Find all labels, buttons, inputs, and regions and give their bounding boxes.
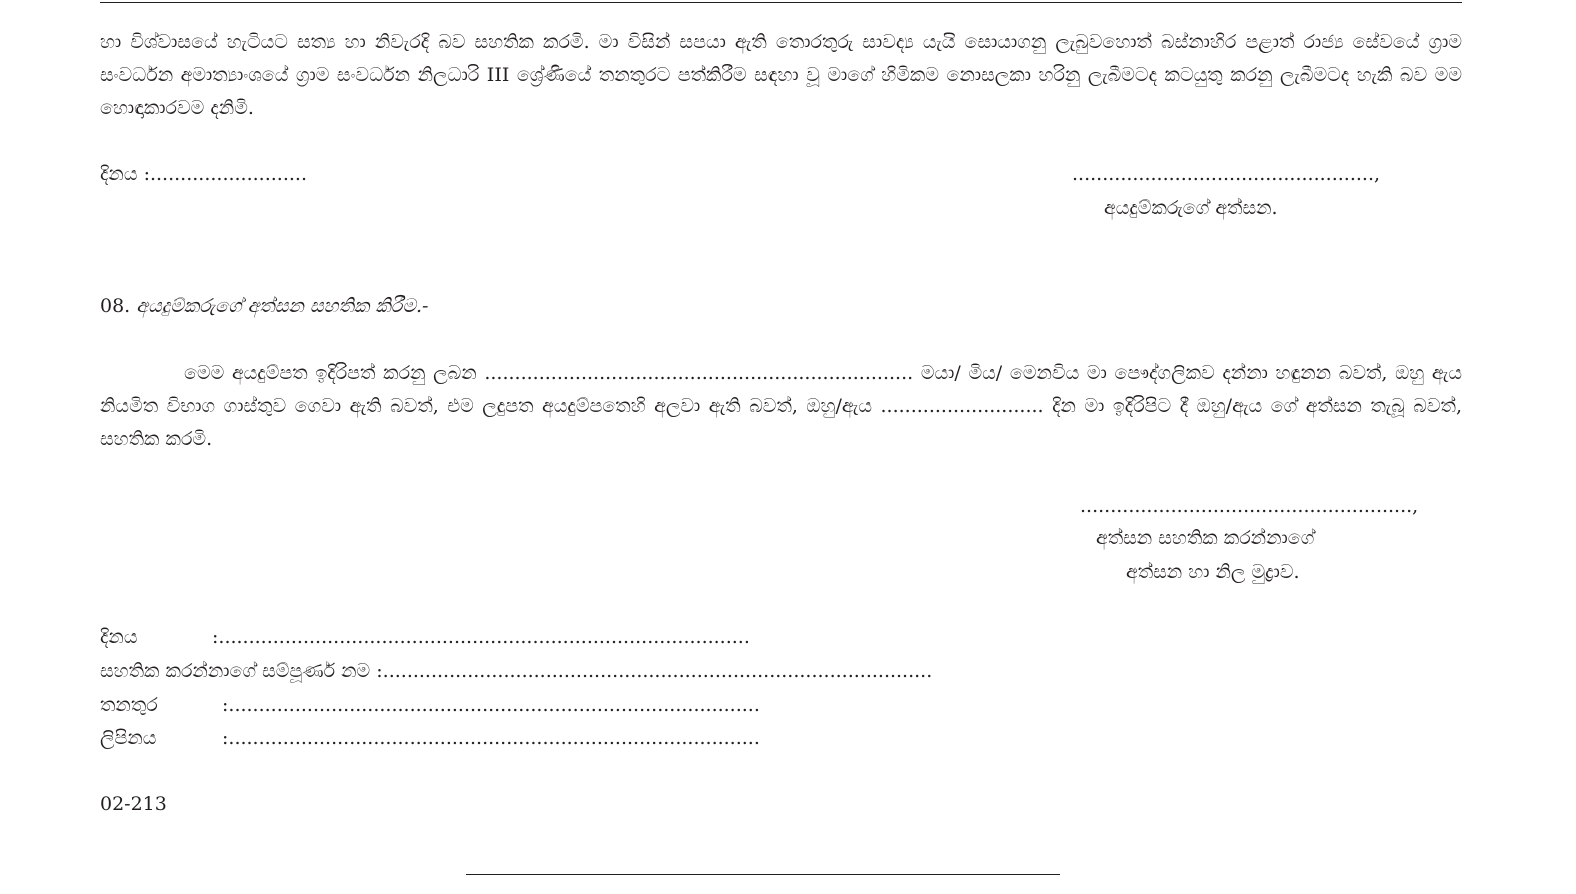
post-dots: :........................................................................................ — [222, 694, 760, 716]
applicant-date-field: දිනය :.......................... — [100, 163, 307, 185]
post-label: තනතුර — [100, 694, 158, 716]
top-divider — [100, 2, 1462, 3]
section-08-heading — [100, 292, 428, 320]
certification-paragraph: මෙම අයදුම්පත ඉදිරිපත් කරනු ලබන ....................................................................... මයා/ මිය/ මෙනවිය මා පෞද්ගලිකව දන්නා හඳුනන බවත්, ඔහු ඇය නියමිත විභාග ගාස්තුව ගෙවා ඇති බවත්, එම ලදුපත අයදුම්පතෙහි අලවා ඇති බවත්, ඔහු/ඇය ........................... දින මා ඉදිරිපිට දී ඔහු/ඇය ගේ අත්සන තැබූ බවත්, සහතික කරමි. — [100, 362, 1462, 450]
address-dots: :........................................................................................ — [222, 727, 760, 749]
date-dots: :........................................................................................ — [212, 626, 750, 648]
certifier-signature-line: ......................................................., — [1080, 495, 1419, 517]
section-title: අයදුම්කරුගේ අත්සන සහතික කිරීම.- — [136, 295, 429, 317]
bottom-divider — [466, 874, 1060, 875]
date-label: දිනය — [100, 626, 138, 648]
document-code: 02-213 — [100, 793, 167, 815]
section-number: 08. — [100, 295, 131, 317]
name-label: සහතික කරන්නාගේ සම්පූර්ණ නම : — [100, 660, 383, 682]
certifier-post-row — [100, 691, 760, 719]
certifier-caption-line2: අත්සන හා නිල මුද්‍රාව. — [1126, 561, 1300, 583]
certifier-caption-line1: අත්සන සහතික කරන්නාගේ — [1096, 527, 1315, 549]
certifier-address-row — [100, 724, 760, 752]
certifier-date-row — [100, 623, 750, 651]
applicant-signature-caption: අයදුම්කරුගේ අත්සන. — [1104, 197, 1278, 219]
address-label: ලිපිනය — [100, 727, 157, 749]
applicant-signature-line: .................................................., — [1072, 163, 1381, 185]
declaration-paragraph: හා විශ්වාසයේ හැටියට සත්‍ය හා නිවැරදි බව සහතික කරමි. මා විසින් සපයා ඇති තොරතුරු සාවද්‍ය යැයි සොයාගනු ලැබුවහොත් බස්නාහිර පළාත් රාජ්‍ය සේවයේ ග්‍රාම සංවර්ධන අමාත්‍යාංශයේ ග්‍රාම සංවර්ධන නිලධාරි III ශ්‍රේණියේ තනතුරට පත්කිරීම සඳහා වූ මාගේ හිමිකම නොසලකා හරිනු ලැබීමටද කටයුතු කරනු ලැබීමටද හැකි බව මම හොඳාකාරවම දනිමි. — [100, 31, 1462, 119]
name-dots: ........................................................................................... — [382, 660, 933, 682]
certifier-name-row — [100, 657, 932, 685]
